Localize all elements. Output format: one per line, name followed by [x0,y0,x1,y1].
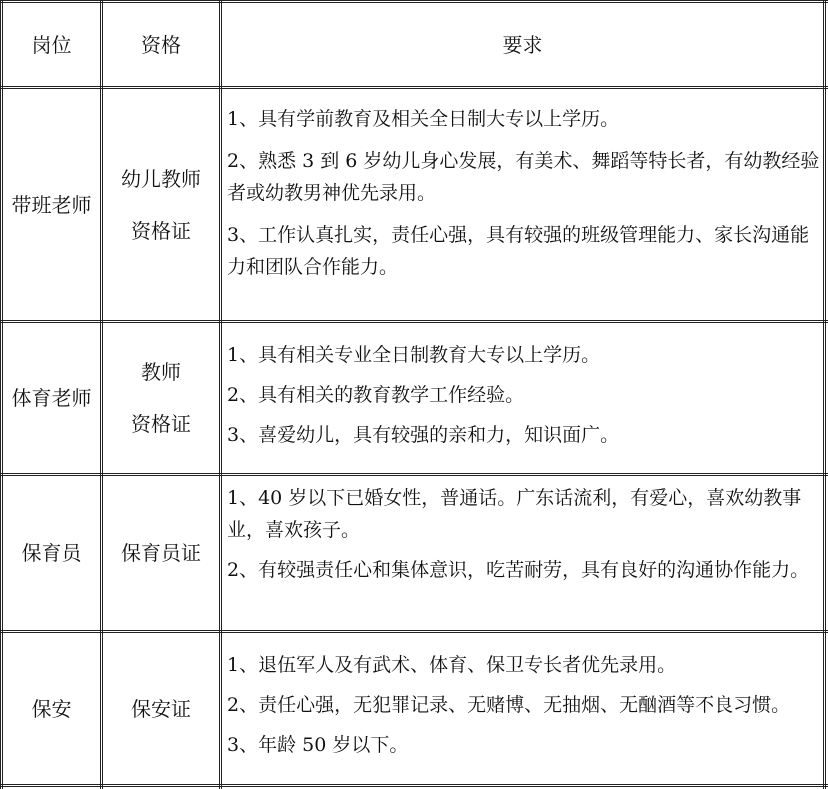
requirement-item: 1、具有相关专业全日制教育大专以上学历。 [227,344,601,366]
header-qualification-label: 资格 [141,32,181,57]
table-row-requirements [227,482,821,586]
table-row-requirements [227,335,821,455]
table-row-requirements [227,645,821,765]
qualification-line: 保育员证 [121,541,201,565]
requirement-item: 2、具有相关的教育教学工作经验。 [227,384,525,406]
qualification-line: 幼儿教师 [121,166,201,191]
header-requirements-label: 要求 [502,32,543,57]
table-row-position [3,323,100,473]
requirement-item: 3、年龄 50 岁以下。 [227,734,409,756]
table-row-requirements [227,103,821,283]
requirement-item: 3、工作认真扎实，责任心强，具有较强的班级管理能力、家长沟通能力和团队合作能力。 [227,224,810,278]
position-label: 保育员 [21,541,82,565]
requirement-item: 2、熟悉 3 到 6 岁幼儿身心发展，有美术、舞蹈等特长者，有幼教经验者或幼教男神优先录用。 [227,150,820,204]
table-row-position [3,633,100,784]
table-row-qualification [103,323,219,473]
table-row-position [3,89,100,320]
table-row-position [3,476,100,630]
table-border-bottom [0,784,828,787]
column-divider [219,0,222,789]
requirement-item: 2、责任心强，无犯罪记录、无赌博、无抽烟、无酗酒等不良习惯。 [227,694,791,716]
table-row-qualification [103,476,219,630]
requirement-item: 1、40 岁以下已婚女性，普通话。广东话流利，有爱心，喜欢幼教事业，喜欢孩子。 [227,487,802,541]
table-row-qualification [103,89,219,320]
qualification-line: 资格证 [131,218,191,243]
qualification-line: 教师 [141,360,181,384]
position-label: 体育老师 [11,386,92,410]
requirement-item: 3、喜爱幼儿，具有较强的亲和力，知识面广。 [227,424,620,446]
header-requirements [222,3,823,86]
header-position [3,3,100,86]
table-row-qualification [103,633,219,784]
requirement-item: 1、具有学前教育及相关全日制大专以上学历。 [227,108,620,130]
position-label: 带班老师 [11,192,92,217]
position-label: 保安 [31,696,72,721]
qualification-line: 保安证 [131,696,191,721]
requirement-item: 1、退伍军人及有武术、体育、保卫专长者优先录用。 [227,654,677,676]
header-qualification [103,3,219,86]
qualification-line: 资格证 [131,412,191,436]
table-border-right [823,0,826,789]
requirement-item: 2、有较强责任心和集体意识，吃苦耐劳，具有良好的沟通协作能力。 [227,559,810,581]
header-position-label: 岗位 [31,32,72,57]
